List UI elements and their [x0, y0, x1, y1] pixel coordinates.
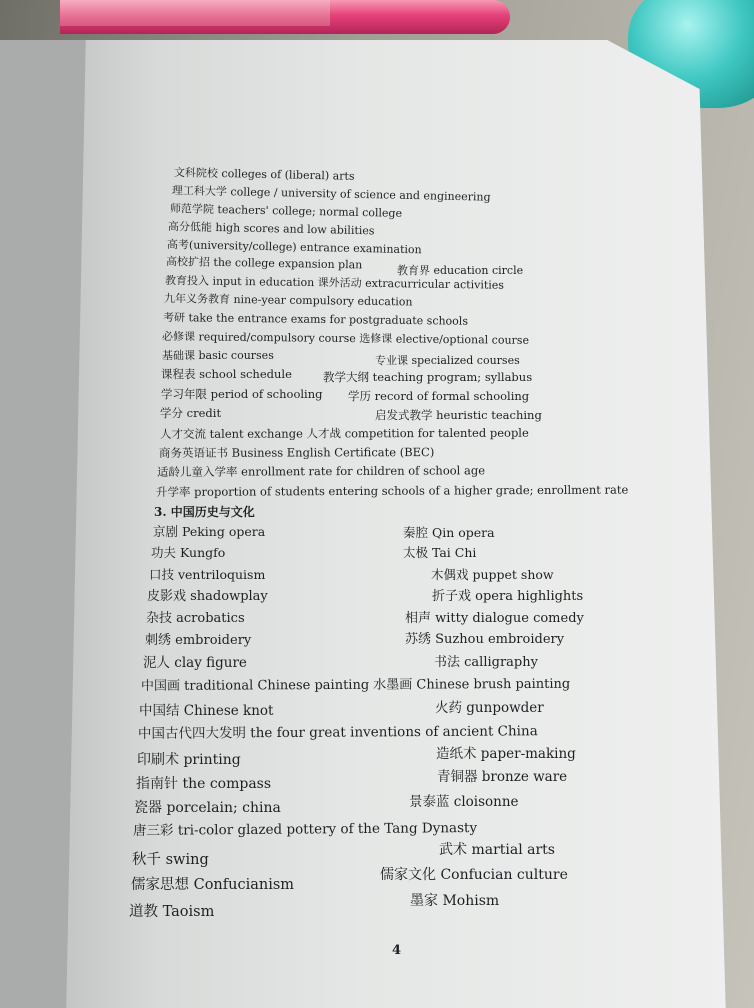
vocab-line: 高校扩招 the college expansion plan: [165, 255, 363, 272]
vocab-line: 杂技 acrobatics: [146, 611, 245, 626]
vocab-line: 印刷术 printing: [137, 752, 241, 768]
vocab-line: 唐三彩 tri-color glazed pottery of the Tang Dynasty: [132, 819, 478, 839]
vocab-line: 功夫 Kungfo: [151, 545, 226, 560]
vocab-line: 儒家思想 Confucianism: [131, 877, 295, 893]
vocab-line: 升学率 proportion of students entering schools of a higher grade; enrollment rate: [155, 482, 629, 499]
vocab-line: 刺绣 embroidery: [145, 633, 252, 648]
vocab-line: 相声 witty dialogue comedy: [405, 611, 584, 626]
vocab-line: 理工科大学 college / university of science and engineering: [171, 184, 491, 204]
vocab-line: 秦腔 Qin opera: [403, 525, 495, 540]
vocab-line: 中国画 traditional Chinese painting 水墨画 Chinese brush painting: [140, 676, 571, 694]
vocab-line: 儒家文化 Confucian culture: [380, 867, 568, 883]
vocab-line: 武术 martial arts: [439, 842, 555, 858]
vocab-line: 书法 calligraphy: [434, 655, 538, 670]
vocab-line: 基础课 basic courses: [162, 349, 274, 362]
vocab-line: 太极 Tai Chi: [403, 545, 477, 560]
vocab-line: 火药 gunpowder: [435, 700, 544, 716]
page-number: 4: [392, 943, 402, 958]
vocab-line: 人才交流 talent exchange 人才战 competition for talented people: [159, 425, 529, 441]
vocab-line: 皮影戏 shadowplay: [147, 589, 268, 604]
vocab-line: 木偶戏 puppet show: [431, 567, 554, 582]
vocab-line: 必修课 required/compulsory course 选修课 elective/optional course: [161, 330, 530, 347]
vocab-line: 学分 credit: [160, 406, 222, 420]
vocab-line: 瓷器 porcelain; china: [134, 800, 281, 816]
vocab-line: 青铜器 bronze ware: [437, 769, 568, 785]
vocab-line: 中国结 Chinese knot: [139, 703, 274, 719]
vocab-line: 景泰蓝 cloisonne: [409, 794, 519, 810]
vocab-line: 师范学院 teachers' college; normal college: [169, 202, 403, 220]
vocab-line: 商务英语证书 Business English Certificate (BEC): [158, 445, 435, 460]
vocab-line: 高分低能 high scores and low abilities: [167, 220, 375, 238]
vocab-line: 教育界 education circle: [397, 264, 524, 277]
vocab-line: 指南针 the compass: [136, 776, 272, 792]
vocab-line: 道教 Taoism: [129, 904, 215, 920]
vocab-line: 苏绣 Suzhou embroidery: [405, 632, 565, 647]
section-heading: 3. 中国历史与文化: [154, 505, 255, 519]
vocab-line: 墨家 Mohism: [410, 893, 500, 909]
vocab-line: 口技 ventriloquism: [149, 567, 266, 582]
vocab-line: 高考(university/college) entrance examination: [166, 238, 422, 257]
vocab-line: 教学大纲 teaching program; syllabus: [323, 370, 533, 384]
vocab-line: 启发式教学 heuristic teaching: [375, 408, 542, 422]
vocab-line: 秋千 swing: [132, 852, 209, 868]
vocab-line: 学历 record of formal schooling: [348, 389, 530, 403]
vocab-line: 文科院校 colleges of (liberal) arts: [173, 166, 355, 183]
vocab-line: 适龄儿童入学率 enrollment rate for children of school age: [156, 463, 486, 479]
vocab-line: 专业课 specialized courses: [375, 354, 520, 367]
vocab-line: 折子戏 opera highlights: [432, 589, 584, 604]
vocab-line: 中国古代四大发明 the four great inventions of ancient China: [137, 723, 538, 742]
vocab-line: 泥人 clay figure: [143, 655, 247, 671]
vocab-line: 课程表 school schedule: [161, 367, 292, 381]
vocab-line: 教育投入 input in education 课外活动 extracurricular activities: [164, 274, 505, 292]
vocab-line: 考研 take the entrance exams for postgraduate schools: [162, 311, 469, 328]
vocab-line: 九年义务教育 nine-year compulsory education: [163, 292, 413, 309]
vocab-line: 学习年限 period of schooling: [161, 387, 323, 401]
vocab-line: 京剧 Peking opera: [153, 524, 266, 539]
vocab-line: 造纸术 paper-making: [436, 746, 576, 762]
